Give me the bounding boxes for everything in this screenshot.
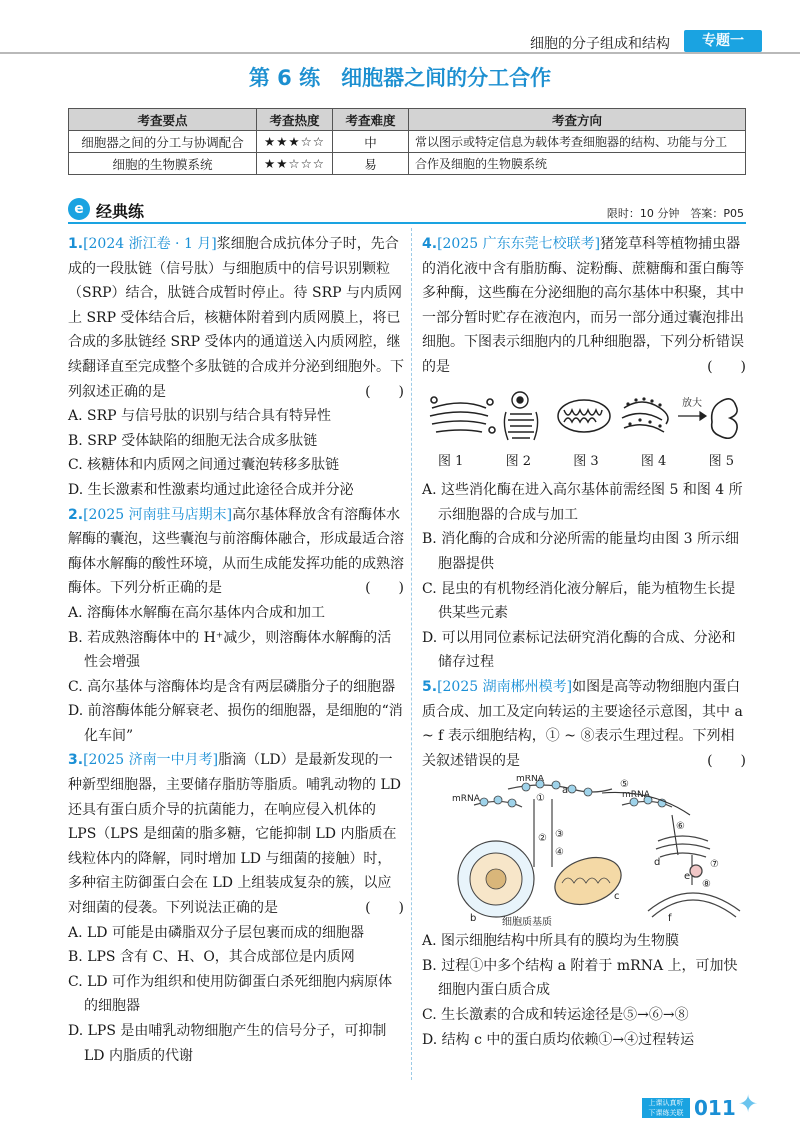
er-figure: [504, 392, 537, 440]
question-text: 浆细胞合成抗体分子时，先合成的一段肽链（信号肽）与细胞质中的信号识别颗粒（SRP）结合，肽链合成暂时停止。待 SRP 与内质网上 SRP 受体结合后，核糖体附着到内质网膜上，将已合成的多肽链经 SRP 受体内的通道送入内质网腔，继续翻译直至完成整个多肽链的合成并分泌到细胞外。下列叙述正确的是: [68, 236, 404, 400]
question-number: 5.: [422, 678, 438, 695]
question-text: 高尔基体释放含有溶酶体水解酶的囊泡，这些囊泡与前溶酶体融合，形成最适合溶酶体水解酶的酸性环境，从而生成能发挥功能的成熟溶酶体。下列分析正确的是: [68, 506, 404, 597]
answer-paren: ( ): [707, 358, 746, 375]
table-header-row: [69, 109, 746, 131]
organelle-figure: [422, 380, 746, 456]
page-footer: [642, 1090, 760, 1120]
left-column: [68, 232, 404, 1068]
table-cell-difficulty: 中: [333, 131, 409, 153]
process-label: ④: [555, 847, 564, 859]
option-d: D. 前溶酶体能分解衰老、损伤的细胞器，是细胞的“消化车间”: [68, 703, 403, 744]
table-row: [69, 153, 746, 175]
question-stem: [68, 748, 404, 920]
answer-paren: ( ): [365, 580, 404, 597]
matrix-label: 细胞质基质: [502, 917, 552, 928]
footer-tag-line: 上课认真听: [648, 1099, 684, 1107]
page-number: 011: [694, 1096, 736, 1120]
chapter-title: 细胞的分子组成和结构: [530, 36, 670, 52]
option-c: C. 昆虫的有机物经消化液分解后，能为植物生长提供某些元素: [422, 580, 736, 622]
organelle-figure-svg: [422, 380, 742, 450]
process-label: ⑥: [676, 821, 685, 833]
star-mascot-icon: ✦: [738, 1090, 759, 1118]
option-a: A. SRP 与信号肽的识别与结合具有特异性: [68, 408, 332, 425]
answer-paren: ( ): [365, 900, 404, 917]
option-a: A. LD 可能是由磷脂双分子层包裹而成的细胞器: [68, 924, 364, 941]
right-column: [422, 232, 746, 1052]
mitochondrion-structure: [549, 850, 627, 913]
question-source: [2024 浙江卷 · 1 月]: [83, 236, 217, 252]
mitochondrion-figure: [558, 400, 610, 432]
structure-label: f: [668, 913, 672, 925]
table-header: 考查方向: [409, 109, 746, 131]
figure-label: 图 1: [438, 453, 464, 469]
page-title: 第 6 练 细胞器之间的分工合作: [248, 66, 552, 90]
question-stem: [422, 232, 746, 380]
table-cell-difficulty: 易: [333, 153, 409, 175]
option-c: C. LD 可作为组织和使用防御蛋白杀死细胞内病原体的细胞器: [68, 973, 393, 1015]
structure-label: c: [614, 891, 620, 903]
option-d: D. 生长激素和性激素均通过此途径合成并分泌: [68, 481, 354, 498]
protein-pathway-diagram: [422, 775, 746, 927]
mrna-label: mRNA: [452, 794, 480, 805]
structure-label: d: [654, 857, 661, 869]
option-b: B. 过程①中多个结构 a 附着于 mRNA 上，可加快细胞内蛋白质合成: [422, 957, 738, 999]
option-b: B. LPS 含有 C、H、O，其合成部位是内质网: [68, 949, 355, 966]
question-5: [422, 675, 746, 1052]
answer-paren: ( ): [365, 383, 404, 400]
question-text: 猪笼草科等植物捕虫器的消化液中含有脂肪酶、淀粉酶、蔗糖酶和蛋白酶等多种酶，这些酶在分泌细胞的高尔基体中积聚，其中一部分暂时贮存在液泡内，而另一部分通过囊泡排出细胞。下图表示细胞内的几种细胞器，下列分析错误的是: [422, 236, 744, 375]
exam-point-table: [68, 108, 746, 175]
table-cell-direction: 常以图示或特定信息为载体考查细胞器的结构、功能与分工: [409, 131, 746, 153]
table-cell-point: 细胞的生物膜系统: [69, 153, 257, 175]
process-label: ②: [538, 833, 547, 845]
section-divider: [68, 222, 746, 224]
rough-er-figure: [622, 397, 668, 432]
question-stem: [68, 503, 404, 601]
question-1: [68, 232, 404, 503]
table-header: 考查要点: [69, 109, 257, 131]
table-cell-heat: ★★☆☆☆: [257, 153, 333, 175]
table-cell-heat: ★★★☆☆: [257, 131, 333, 153]
option-c: C. 高尔基体与溶酶体均是含有两层磷脂分子的细胞器: [68, 678, 396, 695]
question-source: [2025 湖南郴州模考]: [437, 678, 573, 695]
topic-badge: 专题一: [684, 30, 762, 52]
question-4: [422, 232, 746, 675]
golgi-figure: [430, 397, 495, 433]
figure-label: 图 2: [505, 453, 532, 469]
figure-label: 图 5: [708, 453, 734, 469]
structure-label: a: [562, 785, 569, 797]
nucleus-structure: [458, 841, 534, 917]
protein-pathway-svg: [422, 775, 746, 927]
zoom-arrow-icon: [678, 412, 706, 420]
column-divider: [411, 228, 412, 1080]
structure-label: b: [470, 913, 477, 925]
golgi-structure: [656, 836, 710, 877]
table-header: 考查热度: [257, 109, 333, 131]
question-3: [68, 748, 404, 1068]
option-b: B. SRP 受体缺陷的细胞无法合成多肽链: [68, 432, 318, 449]
question-source: [2025 济南一中月考]: [83, 752, 219, 769]
question-number: 4.: [422, 236, 438, 252]
structure-label: e: [684, 871, 691, 883]
process-label: ③: [555, 829, 564, 841]
question-number: 3.: [68, 752, 84, 769]
footer-tag-line: 下课练关联: [648, 1109, 684, 1117]
section-meta: 限时：10 分钟 答案：P05: [606, 207, 744, 220]
option-c: C. 核糖体和内质网之间通过囊泡转移多肽链: [68, 457, 340, 474]
figure-label: 图 3: [573, 453, 599, 469]
table-header: 考查难度: [333, 109, 409, 131]
question-number: 1.: [68, 236, 84, 252]
question-stem: [68, 232, 404, 404]
question-2: [68, 503, 404, 749]
process-label: ⑤: [620, 779, 629, 791]
section-icon: e: [68, 198, 90, 220]
question-source: [2025 河南驻马店期末]: [83, 506, 233, 523]
figure-label: 图 4: [640, 453, 667, 469]
question-stem: [422, 675, 746, 773]
option-a: A. 图示细胞结构中所具有的膜均为生物膜: [422, 933, 680, 950]
header-divider: [0, 52, 800, 54]
answer-paren: ( ): [707, 752, 746, 769]
process-label: ①: [536, 793, 545, 805]
question-number: 2.: [68, 506, 84, 523]
option-d: D. 结构 c 中的蛋白质均依赖①→④过程转运: [422, 1031, 695, 1048]
table-cell-direction: 合作及细胞的生物膜系统: [409, 153, 746, 175]
table-cell-point: 细胞器之间的分工与协调配合: [69, 131, 257, 153]
zoom-label: 放大: [682, 397, 702, 409]
question-source: [2025 广东东莞七校联考]: [437, 236, 601, 252]
option-b: B. 若成熟溶酶体中的 H⁺减少，则溶酶体水解酶的活性会增强: [68, 629, 392, 671]
option-b: B. 消化酶的合成和分泌所需的能量均由图 3 所示细胞器提供: [422, 531, 739, 572]
process-label: ⑦: [710, 859, 719, 871]
section-title: 经典练: [96, 202, 145, 221]
process-label: ⑧: [702, 879, 711, 891]
mrna-label: mRNA: [622, 790, 650, 801]
option-d: D. LPS 是由哺乳动物细胞产生的信号分子，可抑制 LD 内脂质的代谢: [68, 1023, 387, 1064]
footer-tag: [642, 1098, 690, 1118]
option-d: D. 可以用同位素标记法研究消化酶的合成、分泌和储存过程: [422, 629, 736, 671]
question-text: 如图是高等动物细胞内蛋白质合成、加工及定向转运的主要途径示意图，其中 a ~ f 表示细胞结构，① ~ ⑧表示生理过程。下列相关叙述错误的是: [422, 678, 743, 769]
question-text: 脂滴（LD）是最新发现的一种新型细胞器，主要储存脂肪等脂质。哺乳动物的 LD 还具有蛋白质介导的抗菌能力，在响应侵入机体的 LPS（LPS 是细菌的脂多糖，它能抑制 LD 内脂质在线粒体内的降解，同时增加 LD 与细菌的接触）时，多种宿主防御蛋白会在 LD 上组装成复杂的簇，以应对细菌的侵袭。下列说法正确的是: [68, 752, 401, 917]
cell-membrane: [648, 893, 740, 917]
option-c: C. 生长激素的合成和转运途径是⑤→⑥→⑧: [422, 1007, 689, 1024]
table-row: [69, 131, 746, 153]
ribosome-figure: [712, 398, 737, 437]
option-a: A. 这些消化酶在进入高尔基体前需经图 5 和图 4 所示细胞器的合成与加工: [422, 482, 743, 523]
option-a: A. 溶酶体水解酶在高尔基体内合成和加工: [68, 604, 326, 621]
mrna-label: mRNA: [516, 775, 544, 785]
